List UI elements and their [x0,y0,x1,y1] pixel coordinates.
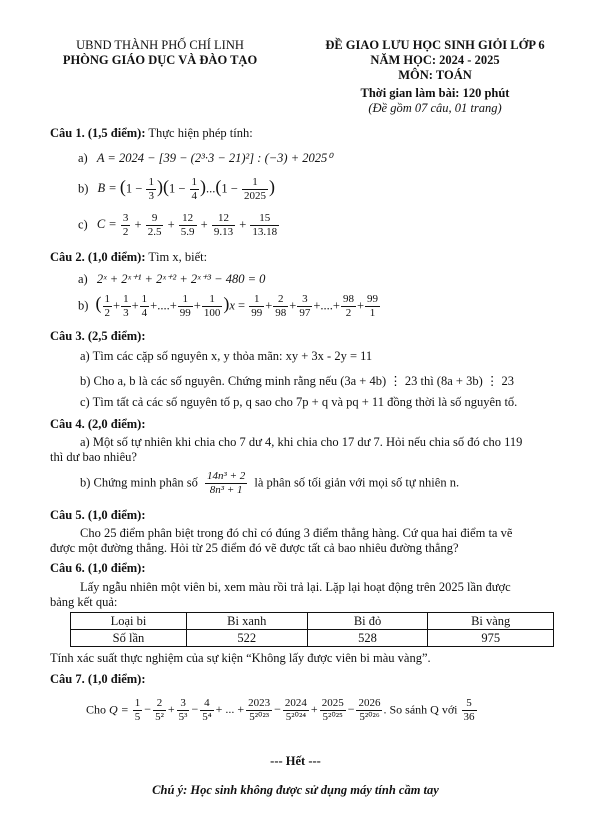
q4-title: Câu 4. (2,0 điểm): [50,417,146,431]
q7-operator: − [347,702,355,717]
table-cell: 528 [307,630,428,647]
table-cell: 522 [186,630,307,647]
table-cell: 975 [428,630,554,647]
q7-term-fraction: $\frac{2023}{\text{5²⁰²³}}$ [248,697,271,723]
q1a-expression: A = 2024 − [39 − (2³·3 − 21)²] : (−3) + 2025⁰ [96,151,333,165]
q1c-frac: $\frac{15}{13.18}$ [252,212,278,238]
q1c-frac: $\frac{12}{9.13}$ [213,212,234,238]
q7-compare-fraction: $\frac{5}{36}$ [463,697,475,723]
department-name: UBND THÀNH PHỐ CHÍ LINH [76,38,244,52]
q7-term-fraction: $\frac{2024}{\text{5²⁰²⁴}}$ [284,697,307,723]
q7-variable: Q = [109,702,132,717]
q2-text: Tìm x, biết: [145,250,208,264]
q2a-label: a) [78,272,88,286]
q3b: b) Cho a, b là các số nguyên. Chứng minh rằng nếu (3a + 4b) ⋮ 23 thì (8a + 3b) ⋮ 23 [80,374,514,388]
q7-term-fraction: $\frac{2026}{\text{5²⁰²⁶}}$ [358,697,381,723]
q7-term-fraction: $\frac{3}{\text{5³}}$ [178,697,188,723]
q2a [78,271,265,287]
table-cell: Số lần [71,630,187,647]
school-year: NĂM HỌC: 2024 - 2025 [370,53,500,67]
q4a-line1: a) Một số tự nhiên khi chia cho 7 dư 4, khi chia cho 17 dư 7. Hỏi nếu chia số đó cho 119 [80,435,523,449]
table-header-row [71,613,554,630]
q6-line2: bảng kết quả: [50,595,118,609]
q7-prefix: Cho [86,702,107,717]
q2b: b) ( $\frac{1}{2}$ + $\frac{1}{3}$ + $\frac{1}{4}$ +....+ $\frac{1}{99}$ + $\frac{1}{100}$ )x = $\frac{1}{99}$ + $\frac{2}{98}$ + $\frac{3}{97}$ +....+ $\frac{98}{2}$ + $\frac{99}{1}$ [78,293,379,319]
q4a-line2: thì dư bao nhiêu? [50,450,137,464]
table-header-cell: Bi vàng [428,613,554,630]
q2b-label: b) [78,298,89,313]
q3c: c) Tìm tất cả các số nguyên tố p, q sao cho 7p + q và pq + 11 đồng thời là số nguyên tố. [80,395,518,409]
q1c-label: c) [78,217,88,232]
q1c: c) C = $\frac{3}{2}$ + $\frac{9}{2.5}$ + $\frac{12}{5.9}$ + $\frac{12}{9.13}$ + $\frac{15}{13.18}$ [78,212,278,238]
q1c-frac: $\frac{9}{2.5}$ [147,212,162,238]
q7-operator: − [144,702,152,717]
q7-operator: − [191,702,199,717]
q1-title: Câu 1. (1,5 điểm): [50,126,146,140]
q1b-frac1: $\frac{1}{3}$ [148,176,154,202]
q1b-label: b) [78,181,89,196]
q7-term-fraction: $\frac{4}{\text{5⁴}}$ [202,697,212,723]
q7-terms [132,697,384,723]
q7-expression [86,697,478,724]
q6-line1: Lấy ngẫu nhiên một viên bi, xem màu rồi trả lại. Lặp lại hoạt động trên 2025 lần được [80,580,511,594]
q7-operator: + [310,702,318,717]
footer-note: Chú ý: Học sinh không được sử dụng máy tính cầm tay [152,783,439,797]
q4b-fraction: $\frac{\text{14n³ + 2}}{\text{8n³ + 1}}$ [207,470,246,496]
q5-line1: Cho 25 điểm phân biệt trong đó chỉ có đúng 3 điểm thẳng hàng. Cứ qua hai điểm ta vẽ [80,526,513,540]
results-table [70,612,554,647]
q1c-prefix: C = [96,217,120,232]
q4b-prefix: b) Chứng minh phân số [80,475,198,490]
q6-title: Câu 6. (1,0 điểm): [50,561,146,575]
q7-title: Câu 7. (1,0 điểm): [50,672,146,686]
q1c-frac: $\frac{12}{5.9}$ [180,212,195,238]
q7-term-fraction: $\frac{1}{5}$ [134,697,141,723]
q6-question: Tính xác suất thực nghiệm của sự kiện “Không lấy được viên bi màu vàng”. [50,651,431,665]
q1b-frac3: $\frac{1}{2025}$ [243,176,266,202]
q1-heading [50,126,253,141]
q1a-label: a) [78,151,88,165]
q7-operator: + ... + [215,702,245,717]
q5-line2: được một đường thẳng. Hỏi từ 25 điểm đó vẽ được tất cả bao nhiêu đường thẳng? [50,541,459,555]
q1b: b) B = (1 − $\frac{1}{3}$ )(1 − $\frac{1}{4}$ )...(1 − $\frac{1}{2025}$ ) [78,176,275,202]
table-row [71,630,554,647]
end-marker: --- Hết --- [270,754,321,768]
table-header-cell: Bi đỏ [307,613,428,630]
exam-title: ĐỀ GIAO LƯU HỌC SINH GIỎI LỚP 6 [325,38,545,52]
q5-title: Câu 5. (1,0 điểm): [50,508,146,522]
q7-operator: + [167,702,175,717]
exam-note: (Đề gồm 07 câu, 01 trang) [368,101,502,115]
q7-suffix: . So sánh Q với [383,702,458,717]
q3-title: Câu 3. (2,5 điểm): [50,329,146,343]
subject: MÔN: TOÁN [398,68,472,82]
q7-term-fraction: $\frac{2}{\text{5²}}$ [155,697,164,723]
office-name: PHÒNG GIÁO DỤC VÀ ĐÀO TẠO [62,53,258,67]
q1a [78,150,332,166]
q1b-frac2: $\frac{1}{4}$ [191,176,197,202]
q7-term-fraction: $\frac{2025}{\text{5²⁰²⁵}}$ [321,697,344,723]
q2-title: Câu 2. (1,0 điểm): [50,250,146,264]
q4b-suffix: là phân số tối giản với mọi số tự nhiên n. [254,475,460,490]
q7-operator: − [274,702,281,717]
q2-heading [50,250,207,265]
exam-time: Thời gian làm bài: 120 phút [360,86,510,100]
q1c-frac: $\frac{3}{2}$ [122,212,129,238]
q2a-expression: 2ˣ + 2ˣ⁺¹ + 2ˣ⁺² + 2ˣ⁺³ − 480 = 0 [96,272,266,286]
q1b-prefix: B = [97,181,120,196]
q3a: a) Tìm các cặp số nguyên x, y thỏa mãn: xy + 3x - 2y = 11 [80,349,373,363]
table-header-cell: Bi xanh [186,613,307,630]
q1-text: Thực hiện phép tính: [145,126,253,140]
table-header-cell: Loại bi [71,613,187,630]
q4b [80,470,459,497]
